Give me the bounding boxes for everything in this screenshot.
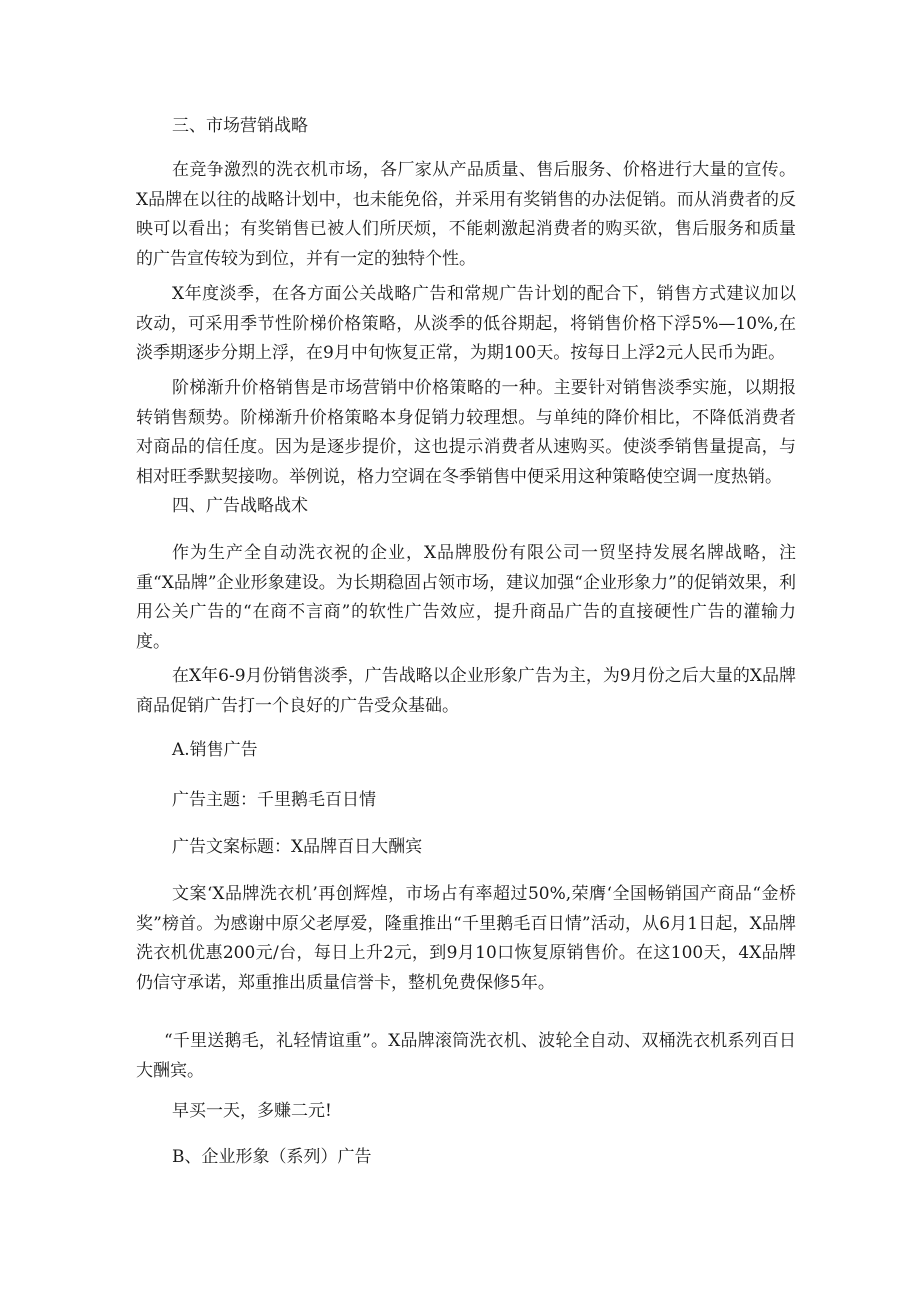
section-heading-market-strategy: 三、市场营销战略 xyxy=(172,116,308,136)
ad-theme-line: 广告主题：千里鹅毛百日情 xyxy=(172,790,376,810)
subheading-sales-ad: A.销售广告 xyxy=(172,740,258,760)
paragraph-competition: 在竞争激烈的洗衣机市场，各厂家从产品质量、售后服务、价格进行大量的宣传。X品牌在以往的战略计划中，也未能免俗，并采用有奖销售的办法促销。而从消费者的反映可以看出；有奖销售已被人们所厌烦，不能刺激起消费者的购买欲，售后服务和质量的广告宣传较为到位，并有一定的独特个性。 xyxy=(136,160,796,269)
paragraph-off-season-pricing: X年度淡季，在各方面公关战略广告和常规广告计划的配合下，销售方式建议加以改动，可采用季节性阶梯价格策略，从淡季的低谷期起，将销售价格下浮5%—10%,在淡季期逐步分期上浮，在9月中旬恢复正常，为期100天。按每日上浮2元人民币为距。 xyxy=(136,284,796,364)
ad-copy-title-line: 广告文案标题：X品牌百日大酬宾 xyxy=(172,837,423,857)
paragraph-stepped-pricing: 阶梯渐升价格销售是市场营销中价格策略的一种。主要针对销售淡季实施，以期报转销售颓势。阶梯渐升价格策略本身促销力较理想。与单纯的降价相比，不降低消费者对商品的信任度。因为是逐步提价，这也提示消费者从速购买。使淡季销售量提高，与相对旺季默契接吻。举例说，格力空调在冬季销售中便采用这种策略使空调一度热销。 xyxy=(136,378,796,487)
slogan-line: 早买一天，多赚二元! xyxy=(172,1101,332,1121)
subheading-corporate-image-ad: B、企业形象（系列）广告 xyxy=(172,1147,372,1167)
paragraph-quote: “千里送鹅毛，礼轻情谊重”。X品牌滚筒洗衣机、波轮全自动、双桶洗衣机系列百日大酬宾。 xyxy=(136,1031,796,1081)
paragraph-brand-image: 作为生产全自动洗衣祝的企业，X品牌股份有限公司一贸坚持发展名牌战略，注重“X品牌”企业形象建设。为长期稳固占领市场，建议加强“企业形象力”的促销效果，利用公关广告的“在商不言商”的软性广告效应，提升商品广告的直接硬性广告的灌输力度。 xyxy=(136,543,796,652)
paragraph-ad-copy: 文案‘X品牌洗衣机’再创辉煌，市场占有率超过50%,荣膺‘全国畅销国产商品“金桥奖”榜首。为感谢中原父老厚爱，隆重推出“千里鹅毛百日情”活动，从6月1日起，X品牌洗衣机优惠200元/台，每日上升2元，到9月10口恢复原销售价。在这100天，4X品牌仍信守承诺，郑重推出质量信誉卡，整机免费保修5年。 xyxy=(136,884,796,993)
section-heading-ad-strategy: 四、广告战略战术 xyxy=(172,496,308,516)
paragraph-off-season-ad: 在X年6-9月份销售淡季，广告战略以企业形象广告为主，为9月份之后大量的X品牌商品促销广告打一个良好的广告受众基础。 xyxy=(136,666,796,716)
